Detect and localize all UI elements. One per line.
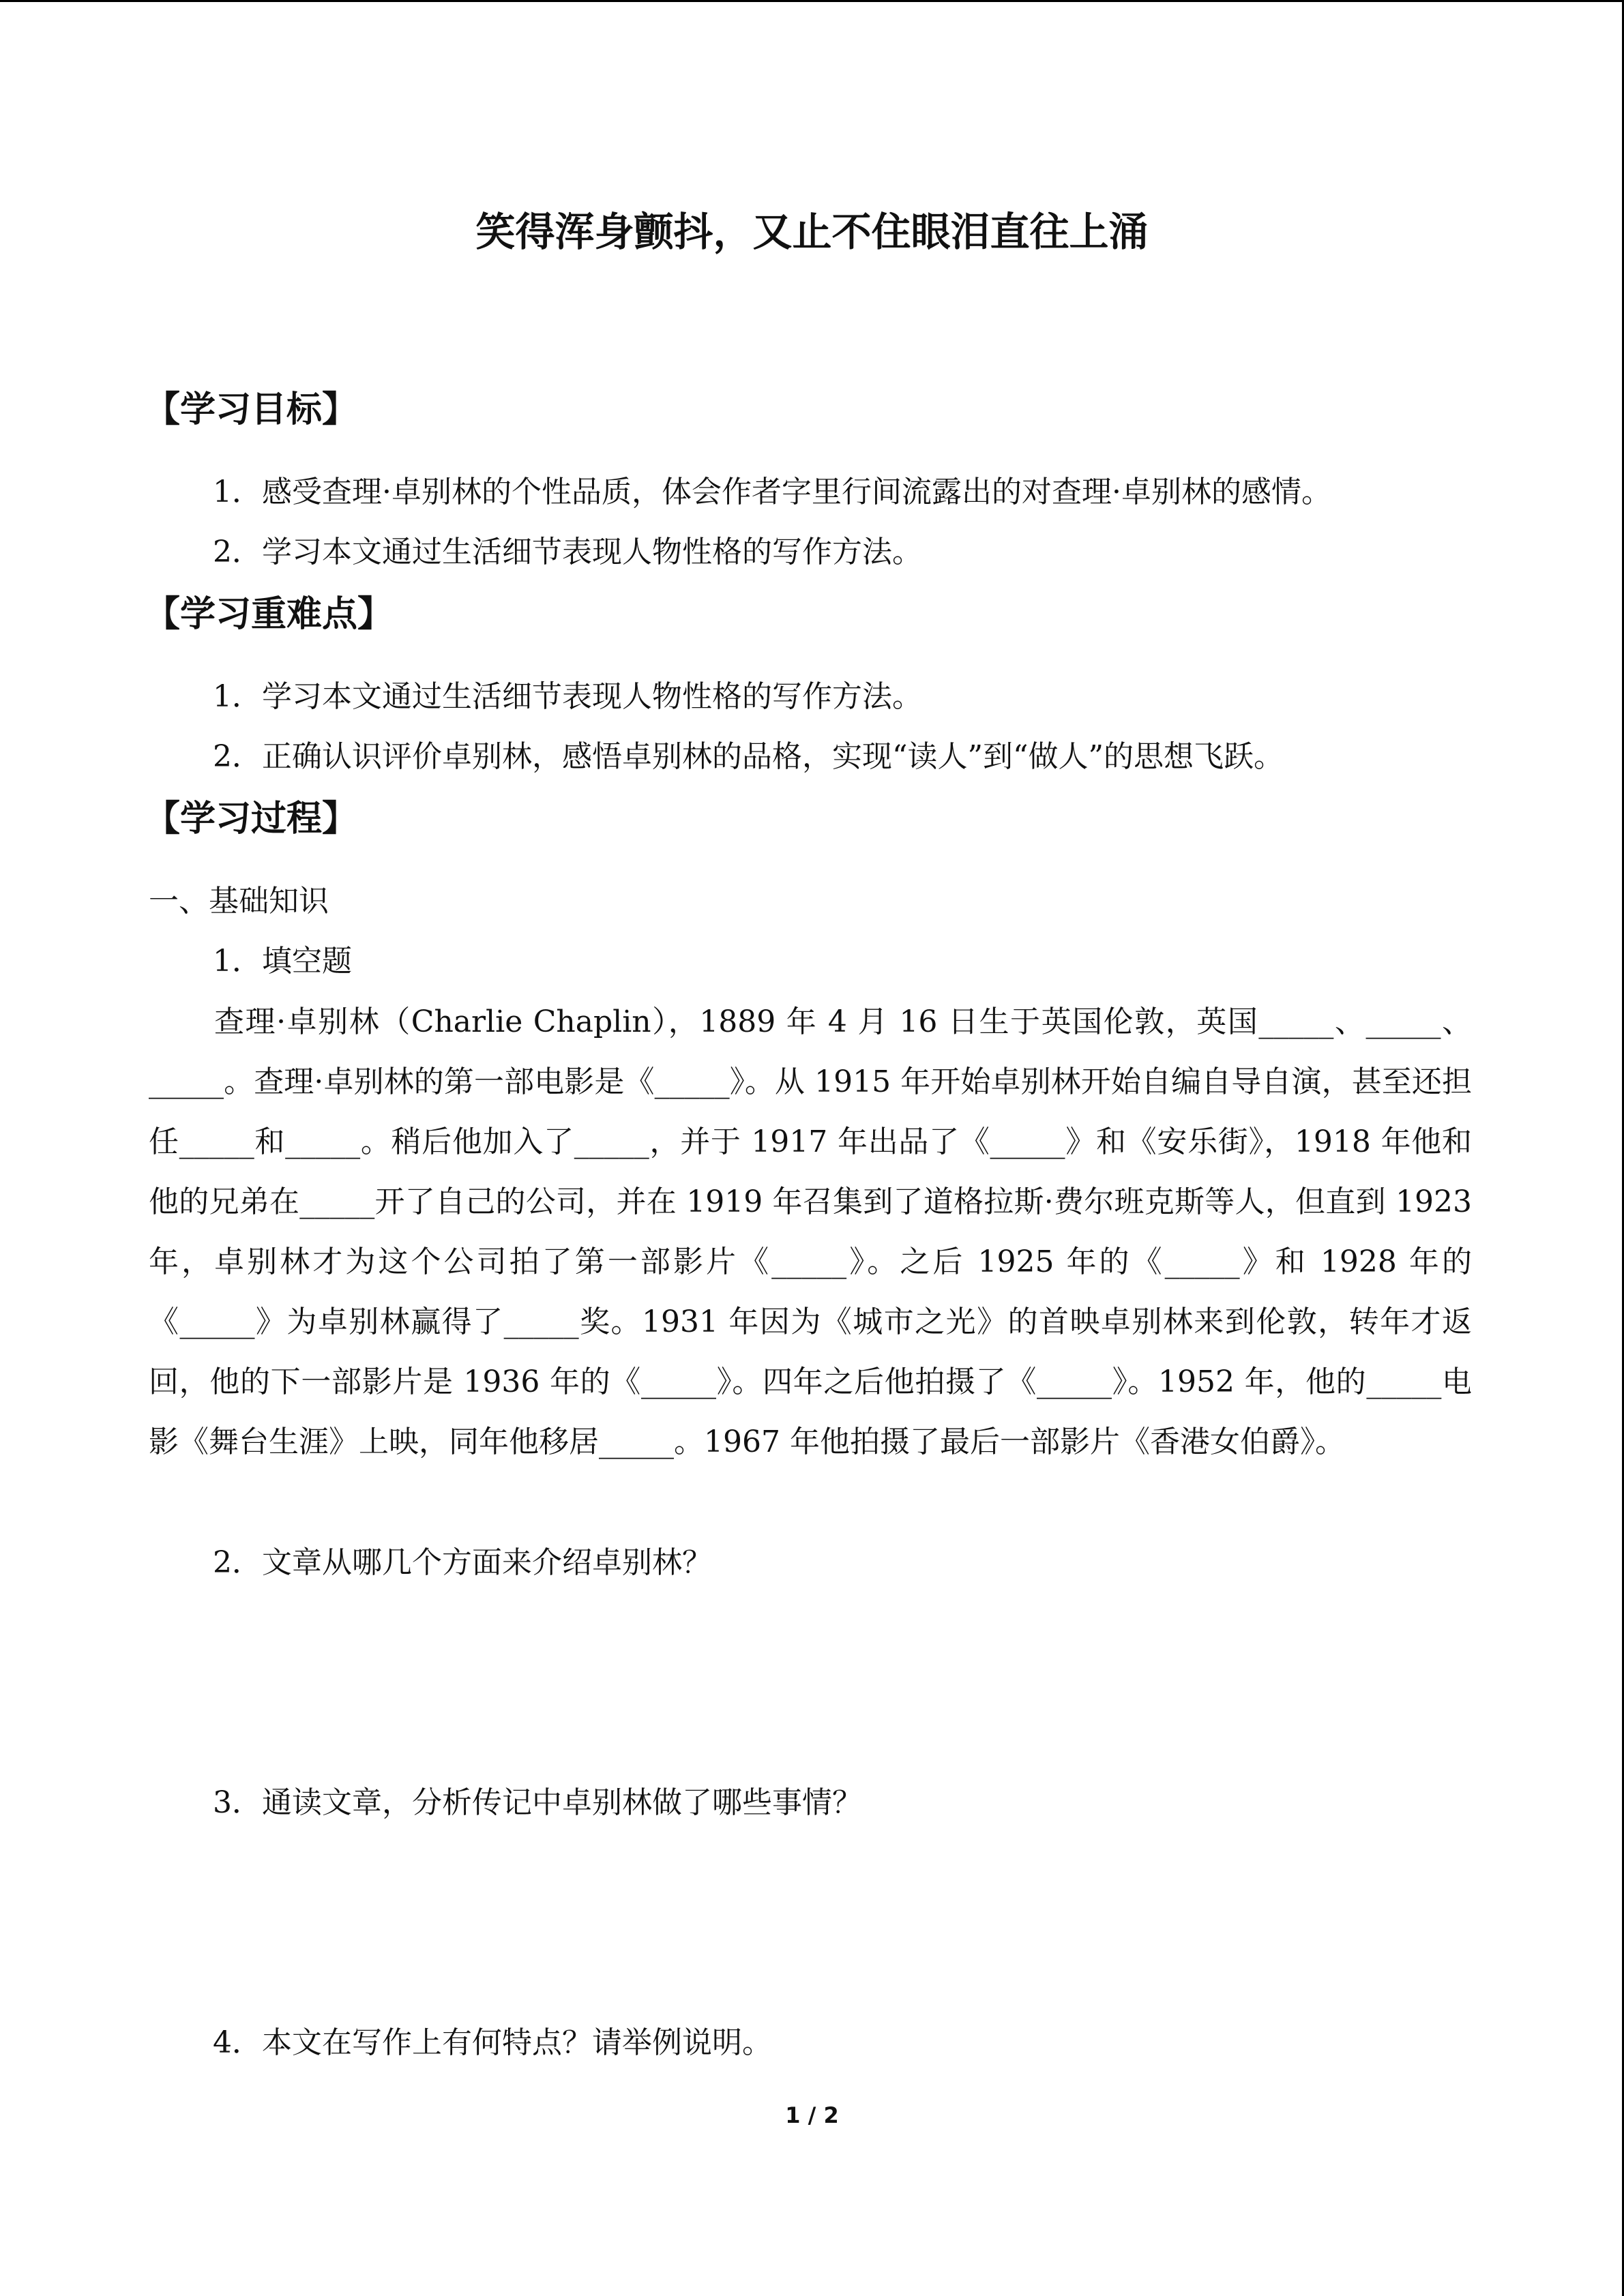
page-number: 1 / 2 [785, 2102, 839, 2128]
question-3: 3．通读文章，分析传记中卓别林做了哪些事情？ [213, 1785, 862, 1820]
key-point-item-1: 1．学习本文通过生活细节表现人物性格的写作方法。 [213, 679, 922, 714]
heading-key-points: 【学习重难点】 [145, 594, 394, 635]
goal-item-1: 1．感受查理·卓别林的个性品质，体会作者字里行间流露出的对查理·卓别林的感情。 [213, 475, 1331, 509]
question-1-label: 1．填空题 [213, 944, 352, 979]
question-4: 4．本文在写作上有何特点？请举例说明。 [213, 2025, 772, 2060]
question-2: 2．文章从哪几个方面来介绍卓别林？ [213, 1545, 712, 1580]
heading-learning-goals: 【学习目标】 [145, 389, 358, 430]
document-title: 笑得浑身颤抖，又止不住眼泪直往上涌 [475, 209, 1149, 255]
heading-learning-process: 【学习过程】 [145, 799, 358, 839]
fill-in-blank-paragraph: 查理·卓别林（Charlie Chaplin），1889 年 4 月 16 日生于英国伦敦，英国_____、_____、_____。查理·卓别林的第一部电影是《_____》。从 1915 年开始卓别林开始自编自导自演，甚至还担任_____和_____。稍后他加入了_____，并于 1917 年出品了《_____》和《安乐街》，1918 年他和他的兄弟在_____开了自己的公司，并在 1919 年召集到了道格拉斯·费尔班克斯等人，但直到 1923 年，卓别林才为这个公司拍了第一部影片《_____》。之后 1925 年的《_____》和 1928 年的《_____》为卓别林赢得了_____奖。1931 年因为《城市之光》的首映卓别林来到伦敦，转年才返回，他的下一部影片是 1936 年的《_____》。四年之后他拍摄了《_____》。1952 年，他的_____电影《舞台生涯》上映，同年他移居_____。1967 年他拍摄了最后一部影片《香港女伯爵》。 [149, 1004, 1472, 1459]
page-border-top [0, 0, 1624, 2]
goal-item-2: 2．学习本文通过生活细节表现人物性格的写作方法。 [213, 535, 922, 569]
key-point-item-2: 2．正确认识评价卓别林，感悟卓别林的品格，实现“读人”到“做人”的思想飞跃。 [213, 739, 1284, 774]
part-basic-knowledge: 一、基础知识 [149, 884, 329, 919]
